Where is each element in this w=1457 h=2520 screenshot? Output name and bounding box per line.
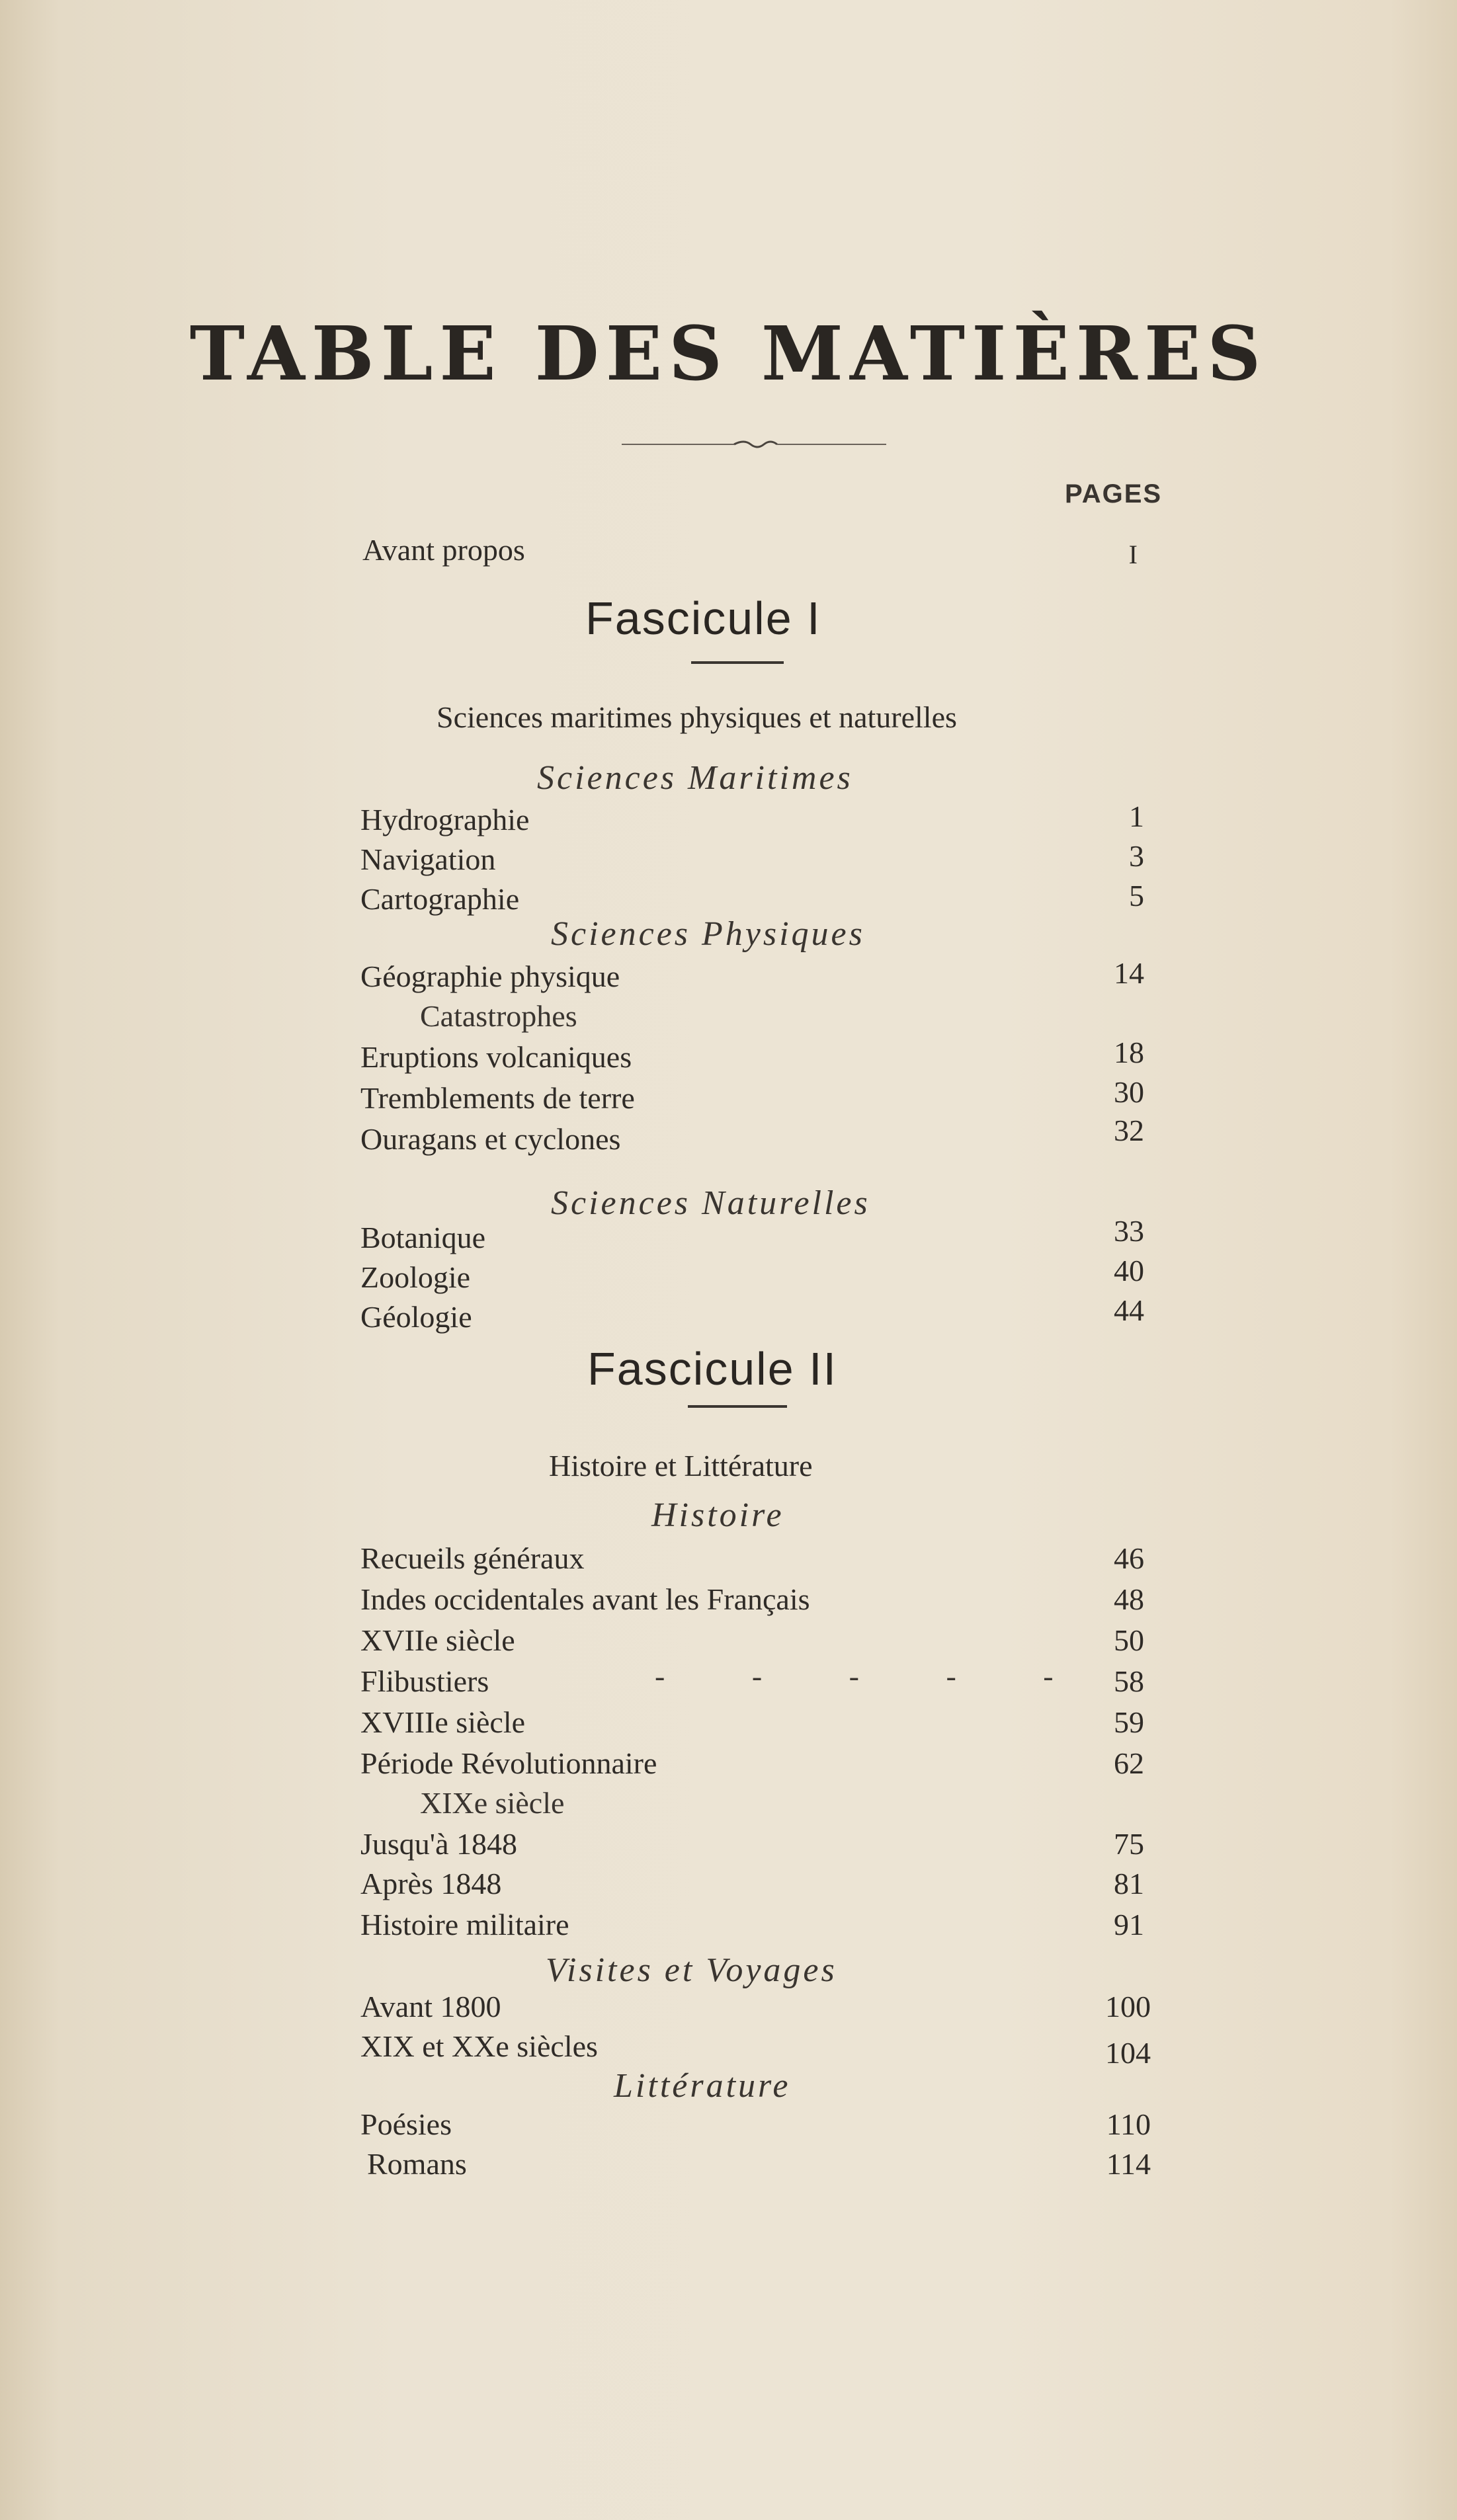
fascicule-1-rule xyxy=(691,661,784,664)
toc-entry: XVIIe siècle xyxy=(360,1623,515,1657)
fascicule-2-title: Fascicule II xyxy=(587,1343,837,1395)
page-number: 18 xyxy=(1114,1036,1144,1069)
section-heading-naturelles: Sciences Naturelles xyxy=(551,1184,870,1222)
page-number: 75 xyxy=(1114,1827,1144,1861)
section-heading-histoire: Histoire xyxy=(651,1496,784,1534)
fascicule-2-rule xyxy=(688,1405,787,1408)
page-number: 30 xyxy=(1114,1075,1144,1109)
section-heading-maritimes: Sciences Maritimes xyxy=(537,759,853,797)
page-number: 40 xyxy=(1114,1254,1144,1287)
toc-entry: Flibustiers xyxy=(360,1664,489,1698)
toc-entry: Romans xyxy=(367,2147,467,2181)
ornament-divider xyxy=(622,438,886,451)
page-number: 1 xyxy=(1129,799,1144,833)
toc-entry: Tremblements de terre xyxy=(360,1081,635,1115)
toc-entry: Navigation xyxy=(360,842,496,876)
toc-entry: Géographie physique xyxy=(360,959,620,993)
toc-entry: Après 1848 xyxy=(360,1867,502,1900)
page-number: 91 xyxy=(1114,1908,1144,1941)
toc-entry: Poésies xyxy=(360,2107,452,2141)
page-number: 14 xyxy=(1114,956,1144,990)
toc-entry: Ouragans et cyclones xyxy=(360,1122,621,1156)
page-title: TABLE DES MATIÈRES xyxy=(189,311,1268,397)
page-number: 58 xyxy=(1114,1664,1144,1698)
subsection-catastrophes: Catastrophes xyxy=(420,999,577,1033)
toc-entry: Hydrographie xyxy=(360,803,530,836)
toc-entry: Cartographie xyxy=(360,882,520,916)
section-heading-litterature: Littérature xyxy=(614,2067,791,2105)
page-number: 50 xyxy=(1114,1623,1144,1657)
page-number: 46 xyxy=(1114,1541,1144,1575)
toc-entry: Géologie xyxy=(360,1300,472,1334)
toc-entry: Période Révolutionnaire xyxy=(360,1746,657,1780)
page-number: 59 xyxy=(1114,1705,1144,1739)
page-number: 81 xyxy=(1114,1867,1144,1900)
page-number: 32 xyxy=(1114,1114,1144,1147)
subsection-xixe-siecle: XIXe siècle xyxy=(420,1786,565,1820)
page-number: 44 xyxy=(1114,1293,1144,1327)
page-number: 100 xyxy=(1105,1990,1151,2023)
fascicule-1-title: Fascicule I xyxy=(585,592,821,644)
page-number: 62 xyxy=(1114,1746,1144,1780)
toc-entry: Zoologie xyxy=(360,1260,471,1294)
toc-entry: Indes occidentales avant les Français xyxy=(360,1582,810,1616)
page-number: 110 xyxy=(1106,2107,1151,2141)
toc-entry: Jusqu'à 1848 xyxy=(360,1827,518,1861)
page-number: 104 xyxy=(1105,2036,1151,2070)
toc-entry: XVIIIe siècle xyxy=(360,1705,526,1739)
fascicule-2-subtitle: Histoire et Littérature xyxy=(549,1449,813,1483)
toc-entry: Avant 1800 xyxy=(360,1990,501,2023)
section-heading-physiques: Sciences Physiques xyxy=(551,915,865,953)
toc-entry: XIX et XXe siècles xyxy=(360,2029,598,2063)
fascicule-1-subtitle: Sciences maritimes physiques et naturelles xyxy=(437,700,957,734)
section-heading-visites: Visites et Voyages xyxy=(546,1951,837,1989)
toc-entry: Histoire militaire xyxy=(360,1908,569,1941)
page-number: 5 xyxy=(1129,879,1144,913)
toc-entry: Botanique xyxy=(360,1221,486,1254)
toc-entry: Eruptions volcaniques xyxy=(360,1040,632,1074)
page-number: 114 xyxy=(1106,2147,1151,2181)
toc-entry-avant-propos: Avant propos xyxy=(362,533,525,567)
pages-column-header: PAGES xyxy=(1065,479,1163,508)
page-number: 3 xyxy=(1129,839,1144,873)
page-number: 33 xyxy=(1114,1214,1144,1248)
page-number: 48 xyxy=(1114,1582,1144,1616)
dot-leader: - - - - - xyxy=(655,1659,1093,1693)
page-number: I xyxy=(1128,540,1138,569)
toc-entry: Recueils généraux xyxy=(360,1541,585,1575)
